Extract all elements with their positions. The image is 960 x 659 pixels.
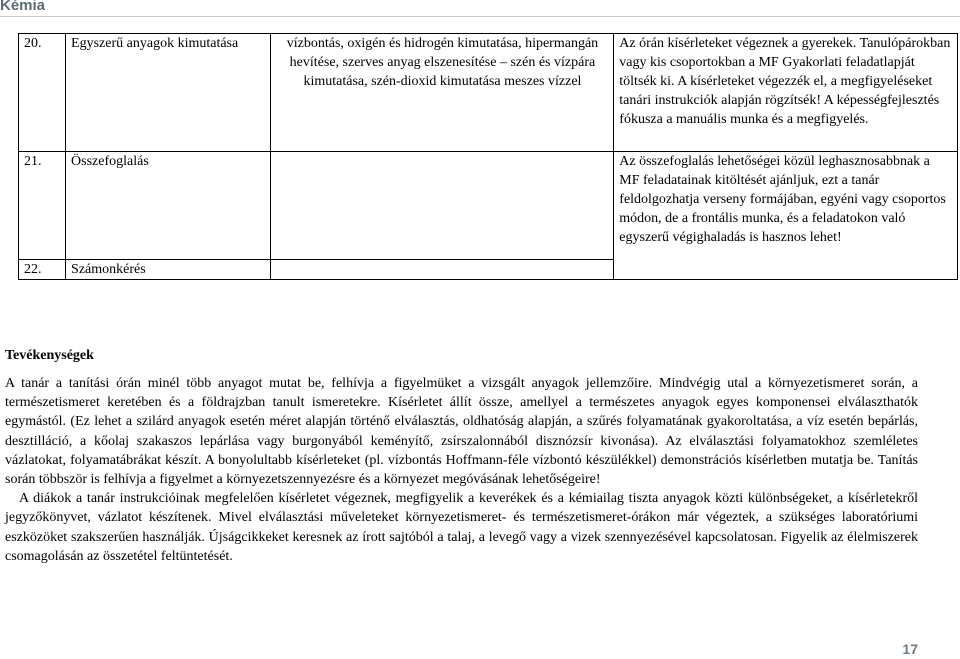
row-content — [270, 260, 614, 280]
row-notes: Az órán kísérleteket végeznek a gyerekek. Tanulópárokban vagy kis csoportokban a MF Gyakorlati feladatlapját töltsék ki. A kísérleteket végezzék el, a megfigyeléseket tanári instrukciók alapján rögzítsék! A képességfejlesztés fókusza a manuális munka és a megfigyelés. — [614, 34, 958, 152]
row-number: 22. — [19, 260, 66, 280]
row-topic: Egyszerű anyagok kimutatása — [66, 34, 271, 152]
row-topic: Összefoglalás — [66, 152, 271, 260]
row-content — [270, 152, 614, 260]
section-title: Tevékenységek — [5, 348, 94, 363]
page-number: 17 — [902, 641, 918, 657]
row-topic: Számonkérés — [66, 260, 271, 280]
paragraph-students: A diákok a tanár instrukcióinak megfelelően kísérletet végeznek, megfigyelik a keverékek és a kémiailag tiszta anyagok közti különbségeket, a kísérletekről jegyzőkönyvet, vázlatot készítenek. Mivel elválasztási műveleteket környezetismeret- és természetismeret-órákon már végeztek, a szükséges laboratóriumi eszközöket szakszerűen használják. Újságcikkeket keresnek az írott sajtóból a talaj, a levegő vagy a vizek szennyezésével kapcsolatosan. Figyelik az élelmiszerek csomagolásán az összetétel feltüntetését. — [5, 491, 918, 564]
row-content: vízbontás, oxigén és hidrogén kimutatása, hipermangán hevítése, szerves anyag elszenesítése – szén és vízpára kimutatása, szén-dioxid kimutatása meszes vízzel — [270, 34, 614, 152]
table-row — [19, 152, 958, 260]
row-notes: Az összefoglalás lehetőségei közül leghasznosabbnak a MF feladatainak kitöltését ajánljuk, ezt a tanár feldolgozhatja verseny formájában, egyéni vagy csoportos módon, de a frontális munka, és a feladatokon való egyszerű végighaladás is hasznos lehet! — [614, 152, 958, 280]
row-number: 20. — [19, 34, 66, 152]
row-number: 21. — [19, 152, 66, 260]
table-row — [19, 34, 958, 152]
activities-section — [5, 346, 918, 566]
lesson-plan-table — [18, 33, 958, 280]
paragraph-teacher: A tanár a tanítási órán minél több anyagot mutat be, felhívja a figyelmüket a vizsgált anyagok jellemzőire. Mindvégig utal a környezetismeret során, a természetismeret keretében és a földrajzban tanult ismeretekre. Kísérletet állít össze, amellyel a természetes anyagok egyes komponensei elválaszthatók egymástól. (Ez lehet a szilárd anyagok esetén méret alapján történő elválasztás, oldhatóság alapján, a szűrés folyamatának gyakoroltatása, a víz esetén bepárlás, desztilláció, a kőolaj szakaszos lepárlása vagy burgonyából keményítő, zsírszalonnából disznózsír kivonása). Az elválasztási folyamatokhoz szemléletes vázlatokat, folyamatábrákat készít. A bonyolultabb kísérleteket (pl. vízbontás Hoffmann-féle vízbontó készülékkel) demonstrációs kísérletben mutatja be. Tanítás során többször is felhívja a figyelmet a környezetszennyezésre és a környezet megóvásának lehetőségeire! — [5, 376, 918, 488]
header-title: Kémia — [0, 0, 46, 14]
header-rule — [0, 16, 960, 17]
page-header — [0, 0, 960, 16]
